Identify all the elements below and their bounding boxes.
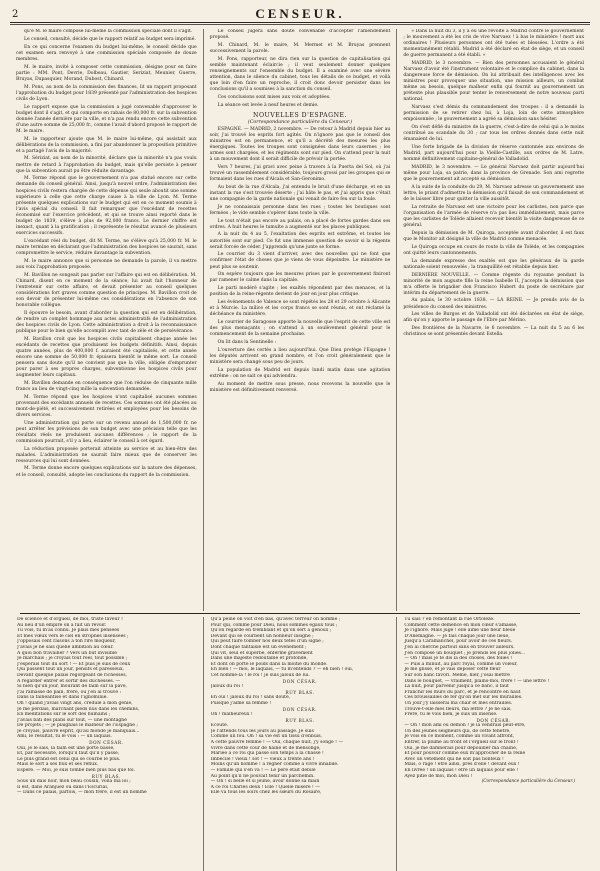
verse-line: — Famille qui s'en va ! — Le père était débile [210, 768, 316, 774]
verse-line: Au lieu d'un empire on a fait un révoir. [17, 622, 107, 628]
article-paragraph: Le courrier de Saragosse apporte la nouvelle que l'esprit de cette ville est des plus menaçants ; on s'attend à un soulèvement général pour le commencement de la semaine prochaine. [209, 320, 391, 338]
speaker-name: RUY BLAS. [91, 773, 121, 779]
article-paragraph: La demande expresse des exaltés est que les généraux de la garde nationale soient renouvelés ; la tranquillité est rétablie depuis hier. [403, 258, 585, 270]
verse-line: Et, par nécessité, lorsqu'il faut qu'il y passe, [17, 751, 120, 757]
feuilleton-divider [20, 613, 580, 614]
verse-line: — Dans ce palais, parfois, — mon frère, il est un homme [17, 790, 147, 796]
verse-line: — Oh ! si belle et si jeune, avoir donné sa main [210, 779, 320, 785]
speaker-name: DON CÉSAR. [476, 717, 511, 723]
verse-line: Puisque j'aime sa femme ! [210, 700, 272, 706]
verse-line: Je vois en ce moment, comme un vivant affront, [404, 734, 515, 740]
verse-line: Vivre dans cette cour de haine et de mensonge, [210, 745, 321, 751]
verse-line: Le plus grand est celui qui se courbe le plus. [17, 756, 121, 762]
article-paragraph: Depuis la démission de M. Quiroga, acceptée avant d'aborder, il est faux que le Monitor ait désigné la ville de Madrid comme menacée. [403, 230, 585, 242]
verse-line: Un des jeunes seigneurs qui, de cette fenêtre, [404, 728, 511, 734]
verse-line: Je me glisse, et je vais déposer cette fleur [404, 667, 501, 673]
article-paragraph: La population de Madrid est depuis lundi matin dans une agitation extrême : on ne sait ce qui adviendra. [209, 367, 391, 379]
verse-line: — Puis à minuit, au parc royal, comme un voleur, [404, 661, 518, 667]
verse-line: Comme un fou. Oh ! sa vie est un tissu d'ennuis, [210, 734, 323, 740]
feuilleton-column-1 [10, 617, 204, 871]
verse-line: Qu'à peine on voit d'en bas, qu'avec terreur on nomme ; [210, 617, 341, 622]
article-paragraph: M. le maire annonce que si personne ne demande la parole, il va mettre aux voix l'approbation proposée. [16, 258, 197, 270]
article-paragraph: M. Pons, au nom de la commission des finances, lit un rapport proposant l'approbation du budget pour 1839 présenté par l'administration des hospices civils de Lyon. [16, 84, 197, 102]
article-paragraph: MADRID, le 3 novembre. — Le général Narvaez doit partir aujourd'hui même pour Loja, sa patrie, dans la province de Grenade. Son ami regrette que le gouvernement ait accepté sa démission. [403, 164, 585, 183]
verse-line: Mais, ô rage ! être ainsi, près d'elle ! devant eux ! [404, 762, 520, 768]
newspaper-title: CENSEUR. [255, 6, 345, 21]
verse-line: Je l'attends tous les jours au passage. Je suis [210, 728, 314, 734]
article-paragraph: Le Quiroga occupe en cours de route la ville de Tolède, et les compagnies ont quitté leurs cantonnements. [403, 244, 585, 256]
page-number: 2 [12, 9, 19, 20]
article-paragraph: Une administration qui porte sur un revenu annuel de 1,500,000 fr. ne peut arrêter les prévisions de son budget avec une précision telle que les résultats réels ne produisent aucunes différences ; le rapport de la commission pourrait, s'il y a lieu, éclairer le conseil à cet égard. [16, 420, 197, 444]
article-paragraph: Le conseil jugera sans doute convenable d'accepter l'amendement proposé. [209, 29, 391, 41]
main-columns [10, 29, 590, 611]
speaker-name: RUY BLAS. [285, 717, 315, 723]
column-middle [204, 29, 398, 611]
article-paragraph: La séance est levée à neuf heures et demie. [217, 102, 319, 108]
verse-line: Je l'ignore. Mais juge ! elle aime une fleur bleue [404, 628, 516, 634]
article-paragraph: Au bout de la rue d'Alcala, j'ai entendu le bruit d'une décharge, et en un instant la rue s'est trouvée déserte ; j'ai hâte le pas, et j'ai appris que c'était une compagnie de la garde nationale qui venait de faire feu sur la foule. [209, 184, 391, 202]
speaker-name: RUY BLAS. [285, 689, 315, 695]
verse-line: Jaloux du roi ! [210, 684, 244, 690]
speaker-name: DON CÉSAR. [282, 678, 318, 684]
verse-line: A quoi bon travailler ? Vers un but invisible [17, 650, 117, 656]
verse-line: Qui passent tout un jour, pensifs et paresseux, [17, 667, 124, 673]
verse-line: De science et d'orgueil, de moi, triste faveur ! [17, 617, 124, 622]
article-paragraph: Il épouvre le besoin, avant d'aborder la question qui est en délibération, de rendre un complet hommage aux actes administratifs de l'administration des hospices civils de Lyon. Cette administration a droit à la reconnaissance publique pour le bien qu'elle accomplit avec tant de zèle et de persévérance. [16, 310, 197, 334]
feuilleton-column-3 [397, 617, 590, 871]
verse-line: Au point qu'il ne pouvait tenir un parchemin. [210, 773, 315, 779]
article-paragraph: Au palais, le 30 octobre 1838. — LA REINE. — Je prends avis de la présidence du conseil des ministres. [403, 298, 585, 310]
verse-line: — Oh ! mon ami ou démon ! je la vendrais peut-être, [404, 723, 526, 729]
article-paragraph: ESPAGNE. — MADRID, 2 novembre. — De retour à Madrid depuis hier au soir, j'ai trouvé les esprits fort agités. On n'ignore pas que le conseil des ministres est en permanence, et qu'il a décrété des mesures les plus énergiques. Toutes les troupes sont consignées dans leurs casernes ; les armes sont chargées, et les régiments sont sur pied. On s'attend pour la nuit à un mouvement dont il serait difficile de prévoir la portée. [209, 126, 391, 162]
column-right [397, 29, 590, 611]
article-paragraph: Les villes de Burgos et de Valladolid ont été déclarées en état de siège, afin qu'on y apporte le passage de l'Ebre par Mérino. [403, 312, 585, 324]
article-paragraph: L'ouverture des cortès a lieu aujourd'hui. Que Dieu protège l'Espagne ! les députés arrivent en grand nombre, et l'on croit généralement que le ministère sera changé sous peu de jours. [209, 347, 391, 365]
article-paragraph: M. Terme donne encore quelques explications sur la nature des dépenses, et le conseil, consulté, adopte les conclusions du rapport de la commission. [16, 466, 197, 478]
verse-line: Comment cette démence en mon cœur s'amasse, [404, 622, 518, 628]
verse-line: Jusqu'à Caramanchel, pour avoir de ces fleurs. [404, 639, 513, 645]
article-paragraph: M. Terme répond que le gouvernement n'a pas statué encore sur cette demande du conseil général. Ainsi, jusqu'à nouvel ordre, l'administration des hospices civils restera chargée de cette dépense qui seule aboutit une somme supérieure à celle que cette charge cause à la ville de Lyon. M. Terme présente quelques explications sur le budget qui est en ce moment soumis à l'avis spécial du conseil. Il fait remarquer que l'excédant de recettes économisé sur l'exercice précédent, et qui se trouve ainsi reporté dans le budget de 1839, s'élève à plus de 92,000 francs. Le dernier chiffre est inexact, quant à la gratification ; il représente le résultat avancé de plusieurs exercices successifs. [16, 176, 197, 236]
verse-line: Pour qui, comme pour Dieu, nous sommes égaux tous ; [210, 622, 338, 628]
verse-line: Ayez pitié de moi, mon Dieu ! [404, 773, 473, 779]
verse-line: En méditations sur le sort des humains ; [17, 712, 111, 718]
article-paragraph: M. Chinard, M. le maire, M. Mermet et M. Bruyas prennent successivement la parole. [209, 42, 391, 54]
verse-line: Dans le bouquet, — vraiment, plains-moi, frère ! — une lettre ! [404, 678, 550, 684]
masthead-rule [10, 24, 590, 25]
verse-line: — Oh ! mais je te dis là des choses, des folies ! [404, 656, 513, 662]
article-paragraph: Ces conclusions sont mises aux voix et adoptées. [217, 94, 331, 100]
verse-line: Dont chaque fantaisie est un événement ; [210, 644, 307, 650]
verse-line: Dans une majesté redoutable et profonde, [210, 656, 308, 662]
verse-line: Qu'on regarde en tremblant et qu'on sert à genoux ; [210, 628, 332, 634]
article-paragraph: M. Bavillon demande en conséquence que l'on réduise de cinquante mille francs au lieu de vingt-cinq mille la subvention demandée. [16, 380, 197, 392]
verse-line: Ami, le résultat, tu le vois : — un laquais. [17, 734, 112, 740]
verse-line: Espère. — Moi, je suis tombé bien plus bas que toi. [17, 768, 136, 774]
verse-line: Un jour j'y laisserai ma chair et mes entrailles. [404, 700, 513, 706]
verse-line: A regarder entrer et sortir des duchesses. — [17, 678, 121, 684]
article-paragraph: La retraite de Narvaez est une victoire pour les carlistes, non parce que l'organisation de l'armée de réserve n'a pas lieu immédiatement, mais parce que les carlistes de Tolède allaient recevoir bientôt la visite dangereuse de ce général. [403, 204, 585, 228]
article-paragraph: Une forte brigade de la division de réserve cantonnée aux environs de Madrid, part aujourd'hui pour la Vieille-Castille, aux ordres de M. Latre, nommé définitivement capitaine-général de Valladolid. [403, 145, 585, 163]
verse-line: Elle va tous les soirs chez les sœurs du Rosaire, [210, 790, 322, 796]
article-paragraph: A la nuit du 4 au 5, l'exaltation des esprits est extrême, et toutes les autorités sont sur pied. Ce fut une immense question de savoir si la régente serait forcée de céder. J'apprends qu'une junte se forme. [209, 232, 391, 250]
verse-line: Sous un dais noir, mon beau cousin, voilà ma loi ; [17, 779, 131, 785]
section-subtitle: (Correspondance particulière du Censeur.) [247, 119, 353, 125]
verse-line: Avec un vêtement qui ne soit pas honteux ! [404, 756, 504, 762]
article-paragraph: Au moment de mettre sous presse, nous recevons la nouvelle que le ministère est définitivement renversé. [209, 381, 391, 393]
verse-line: J'espérais tout du sort ! — Et puis je suis de ceux [17, 661, 131, 667]
article-paragraph: M. Sériziat, au nom de la minorité, déclare que la minorité n'a pas voulu mettre de retard à l'approbation du budget, mais qu'elle persiste à penser que la subvention aurait pu être réduite davantage. [16, 156, 197, 174]
verse-line: Devant qui se courbent un honneur insigne ; [210, 633, 314, 639]
article-paragraph: On lit dans la Sentinelle : [217, 340, 277, 346]
article-paragraph: Narvaez s'est démis du commandement des troupes : il a demandé la permission de se retirer chez lui, à Loja, loin de cette atmosphère empoisonnée ; le gouvernement a agréé sa démission sans hésiter. [403, 105, 585, 123]
verse-line: J'opposais cent raisons à ton rire moqueur, [17, 639, 116, 645]
article-paragraph: Vers 7 heures, j'ai gravi avec peine à travers à la Puerta del Sol, où j'ai trouvé un rassemblement considérable, toujours grossi par les groupes qui se formaient dans les rues d'Alcala et San-Geronimo. [209, 164, 391, 182]
verse-line: Il est, dans Aranjuez ou dans l'Escurial, [17, 784, 109, 790]
article-paragraph: M. Bavillon croit que les hospices civils capitalisent chaque année les excédants de recettes que produisent les budgets définitifs. Ainsi, depuis quatre années, plus de 400,000 f. auraient été capitalisés, et cette année encore une somme de 50,000 fr. épuisera bientôt le même sort. Le conseil pensera sans doute qu'il ne convient pas que la ville, obligée d'emprunter pour parer à ses propres charges, subventionne les hospices civils pour augmenter leurs capitaux. [16, 336, 197, 378]
article-paragraph: La réduction proposée porterait atteinte au service et au bien-être des malades. L'administration ne saurait faire mieux que de conserver les ressources qui lui sont données. [16, 446, 197, 464]
verse-line: Je croyais, pauvre esprit, qu'au monde je manquais... [17, 728, 140, 734]
article-paragraph: M. le maire, invité à composer cette commission, désigne pour en faire partie : MM. Pont, Devrie, Dolbeau, Gautier, Seriziat, Meunier, Guerre, Bruyas, Dupasquier, Morand, Dubost, Chinard. [16, 64, 197, 82]
verse-line: Trouve-t-elle mes fleurs, ma lettre ? Je ne sais. [404, 706, 512, 712]
verse-line: J'en ai cherché partout sans en trouver ailleurs. [404, 644, 515, 650]
column-left [10, 29, 204, 611]
verse-line: Moins qu'un homme ! à régner comme à vivre inhabile. [210, 762, 339, 768]
article-paragraph: Les événements de Valence se sont répétés les 28 et 29 octobre à Alicante et à Murcie. La milice et les corps francs se sont réunis, et ont réclamé la déchéance du ministère. [209, 300, 391, 318]
verse-line: A ce roi Charles deux ! Elle ! Quelle misère ! — [210, 784, 320, 790]
speaker-name: DON CÉSAR. [282, 706, 318, 712]
article-paragraph: M. Pons, rapporteur, ne dira rien sur la question de capitalisation qui semble maintenant éclaircie ; il veut seulement donner quelques renseignements sur l'ensemble du budget. Il a examiné avec une sévère attention, dans le silence du cabinet, tous les détails de ce budget, et voilà que loin d'en faire un reproche, il croit donc devoir persister dans les conclusions qu'il a soumises à la sanction du conseil. [209, 56, 391, 93]
verse-line: Sur son banc favori. Même, hier, j'osai mettre [404, 672, 510, 678]
verse-line: Eh oui ! jaloux du roi ! sans doute, [210, 695, 291, 701]
verse-line: J'avais bâti des plans sur tout, — une montagne [17, 717, 127, 723]
verse-line: Et mes vœux vers le ciel en strophes insensées ; [17, 633, 129, 639]
article-paragraph: M. Bavillon ne songeait pas parler sur l'affaire qui est en délibération. M. Chinard, disent en ce moment de la séance, lui avait fait l'honneur de l'entretenir sur cette affaire, et devait présenter au conseil quelques considérations fort graves comme question de principes. M. Bavillon croit de son devoir de présenter lui-même ces considérations en l'absence de son honorable collègue. [16, 272, 197, 308]
article-paragraph: Le parti modéré s'agite ; les exaltés répondent par des menaces, et la position de la reine-régente devient de jour en jour plus critique. [209, 286, 391, 298]
verse-line: Devant quelque palais regorgeant de richesses, [17, 672, 127, 678]
verse-line: D'Allemagne. — Je fais chaque jour une lieue, [404, 633, 510, 639]
section-title: NOUVELLES D'ESPAGNE. [253, 111, 347, 119]
verse-line: Et dont on porte le poids dans la moitié du monde. [210, 661, 328, 667]
verse-line: Ces broussailles de fer qu'on met sur les murailles. [404, 695, 523, 701]
article-paragraph: L'excédant réel du budget, dit M. Terme, ne s'élève qu'à 25,000 fr. M. le maire termine en déclarant que l'administration des hospices ne saurait, sans compromettre le service, réduire davantage la subvention. [16, 238, 197, 256]
article-paragraph: DERNIÈRE NOUVELLE. — Comme régente du royaume pendant la minorité de mon auguste fille la reine Isabelle II, j'accepte la démission que m'a offerte le brigadier don Francisco Hubert du poste de secrétaire par intérim du département de la guerre. [403, 272, 585, 296]
verse-line: Eh bien ! — moi, le laquais, — tu m'entends ? — eh bien ! oui, [210, 667, 354, 673]
article-paragraph: qu'e M. le maire compose lui-même la commission spéciale dont il s'agit. [24, 29, 193, 34]
article-paragraph: Le courrier du 3 vient d'arriver, avec des nouvelles qui ne font que confirmer l'état de choses que je viens de vous dépeindre. Le ministère ne peut plus se soutenir. [209, 252, 391, 270]
feuilleton [10, 617, 590, 871]
verse-line: La nuit, pour parvenir jusqu'à ce banc, il faut [404, 684, 509, 690]
verse-line: Frère, tu le vois bien, je suis un insensé. [404, 712, 498, 718]
article-paragraph: Le conseil, consulté, décide que le rapport relatif au budget sera imprimé. [24, 36, 196, 42]
article-paragraph: A la suite de la conduite du 29, M. Narvaez adresse un gouvernement une lettre, le priant d'admettre la démission qu'il faisait de son commandement et de le laisser libre pour quitter la ville aussitôt. [403, 184, 585, 202]
speaker-name: DON CÉSAR. [89, 740, 124, 746]
verse-line: Et pour pouvoir comme eux m'approcher de la reine [404, 751, 526, 757]
verse-line: Oui, je le sais, la faim est une porte basse, [17, 745, 115, 751]
article-paragraph: Le rapport expose que la commission a jugé convenable d'approuver le budget dont il s'agit, et qui comporte en rabais de 80,000 fr. sur la subvention donnée l'année dernière par la ville, et n'a pas rendu encore cette subvention d'une autre somme de 25,000 fr., comme l'avait d'abord proposé le rapport de M. le maire. [16, 104, 197, 134]
feuilleton-signature: (Correspondance particulière du Censeur.) [481, 779, 576, 785]
verse-line: Je marchais ; je croyais tout réel, tout possible ; [17, 656, 128, 662]
verse-line: Mariée à ce roi qui passe son temps à la chasse ! [210, 751, 324, 757]
article-paragraph: M. le rapporteur ajoute que M. le maire lui-même, qui assistait aux délibérations de la commission, a fini par abandonner la proposition primitive et a partagé l'avis de la majorité. [16, 136, 197, 154]
verse-line: Dans la fainéantise et dans l'ignominie. [17, 695, 108, 701]
masthead [10, 6, 590, 23]
feuilleton-column-2 [204, 617, 398, 871]
verse-line: Mais le sort a ses flux et ses reflux. [17, 762, 99, 768]
verse-line: Entrer, la plume au front et l'orgueil sur le front ! [404, 740, 519, 746]
article-paragraph: Le tout n'était pas encore au palais, on a placé de fortes gardes dans ses ordres. A huit heures le tumulte a augmenté sur les places publiques. [209, 218, 391, 230]
verse-line: Tu vois, tu m'as connu. Je plais mes pensées [17, 628, 120, 634]
article-paragraph: Je ne connaissais personne dans les rues ; toutes les boutiques sont fermées ; le vide semble s'opérer dans toute la ville. [209, 204, 391, 216]
verse-line: Qui peut faire tomber nos deux têtes d'un signe ; [210, 639, 324, 645]
article-paragraph: Des frontières de la Navarre, le 6 novembre. — La nuit du 5 au 6 les christinos se sont présentés devant Estella. [403, 326, 585, 338]
verse-line: De projets ; — je plaignais le malheur de l'Espagne ; [17, 723, 138, 729]
article-paragraph: MADRID, le 3 novembre. — Bien des personnes accusaient le général Narvaez d'avoir été l'instrument volontaire et le complice du cabinet, dans la dangereuse force de démission. On lui attribuait des intelligences avec les ministres pour provoquer une situation, une mission ailleurs, un combat même au besoin, quelque malheur enfin qui fournit au gouvernement un prétexte plus plausible pour tenter le renversement de notre nouveau parti national. [403, 61, 585, 103]
article-paragraph: On espère toujours que les mesures prises par le gouvernement finiront par ramener le calme dans la capitale. [209, 272, 391, 284]
verse-line: En livrée ! un laquais ! être un laquais pour elle ! [404, 768, 519, 774]
verse-line: Cet homme-là ! le roi ! je suis jaloux de lui. [210, 672, 310, 678]
verse-line: Oh ! quand j'avais vingt ans, crédule à mon génie, [17, 700, 133, 706]
verse-line: J'ai ramassé de pain, frère, où j'en ai trouvé : [17, 689, 121, 695]
verse-line: Qui vit, seul et superbe, enfermé gravement [210, 650, 313, 656]
verse-line: J'en compose un bouquet ; je prends les plus jolies... [404, 650, 526, 656]
verse-line: Franchir les murs du parc, et je rencontre en haut [404, 689, 521, 695]
verse-line: Si bien qu'un jour, mourant de faim sur la pavé, [17, 684, 128, 690]
verse-line: Oui, je me damnerais pour dépouiller ma chaîne, [404, 745, 518, 751]
article-paragraph: « Dans la nuit du 3, il y a eu une révolte à Madrid contre le gouvernement ; le mouvement a été les cris de vive Narvaez ! à bas le ministère ! mort aux ordinaires ! Plusieurs personnes ont été tuées et blessées. L'ordre a été momentanément rétabli. Madrid a été déclaré en état de siège, et un conseil de guerre permanent a été établi. » [403, 29, 585, 59]
verse-line: Imbécile ! vieux ! sot ! — vieux à trente ans ! [210, 756, 315, 762]
verse-line: Écoute. [210, 723, 229, 729]
article-paragraph: En ce qui concerne l'examen du budget lui-même, le conseil décide que cet examen sera renvoyé à une commission spéciale composée de douze membres. [16, 44, 197, 62]
verse-line: Je me perdais, marchant pieds nus dans les chemins, [17, 706, 140, 712]
article-paragraph: M. Terme répond que les hospices n'ont capitalisé aucunes sommes provenant des excédants annuels de recettes. Ces sommes ont été placées au mont-de-piété, et successivement retirées et employées pour les besoins de divers services. [16, 394, 197, 418]
verse-line: A cette pauvre femme ! — Oui, chaque nuit, j'y songe ! — [210, 740, 343, 746]
verse-line: Oh ! malheureux ! [210, 712, 253, 718]
verse-line: Tu sais ? en remontant la rue Ortolèze. [404, 617, 495, 622]
article-paragraph: On s'est défié du ministre de la guerre, c'est-à-dire de celui qui a le moins contribué au scandale du 30 ; car tous les ordres donnés dans cette nuit émanaient de lui. [403, 125, 585, 143]
verse-line: J'avais je ne sais quelle ambition au cœur. [17, 644, 114, 650]
